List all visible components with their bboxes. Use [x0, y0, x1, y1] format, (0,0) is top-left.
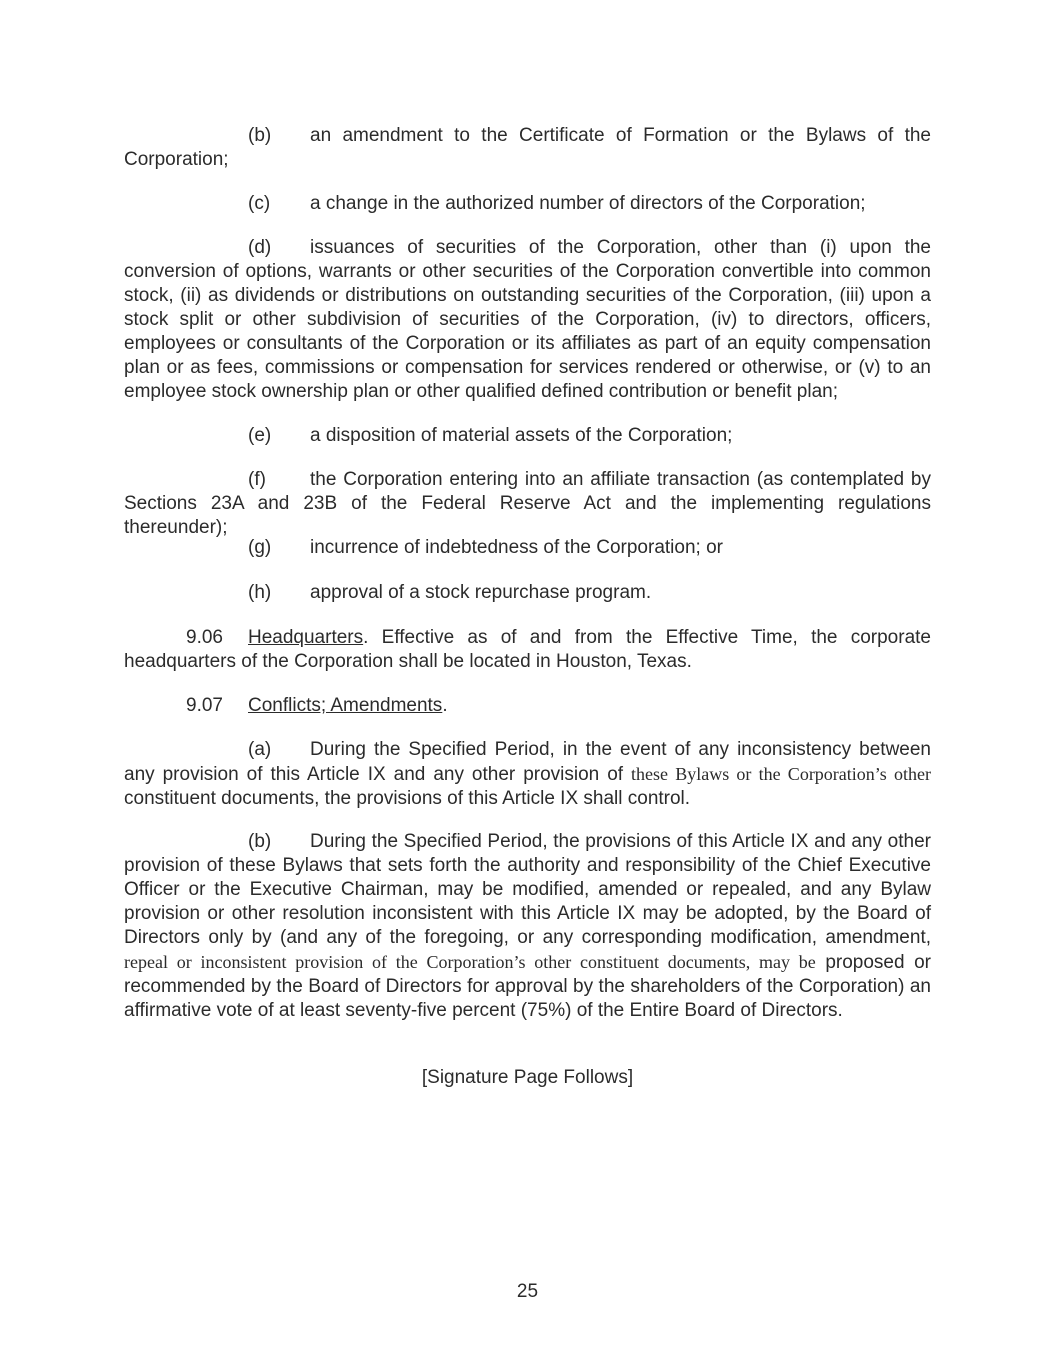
page-number: 25	[516, 1281, 539, 1302]
item-c-text: a change in the authorized number of directors of the Corporation;	[310, 193, 866, 214]
item-g	[124, 536, 931, 560]
section-9-07-heading: Conflicts; Amendments	[248, 695, 443, 716]
section-9-07-b-text-3: proposed or recommended by the Board of Directors for approval by the shareholders of the Corporation) an affirmative vote of at least seventy-five percent (75%) of the Entire Board of Directors.	[124, 952, 931, 1021]
item-e-text: a disposition of material assets of the Corporation;	[310, 425, 733, 446]
item-d-label: (d)	[248, 237, 272, 258]
section-9-06-text: . Effective as of and from the Effective Time, the corporate headquarters of the Corporation shall be located in Houston, Texas.	[124, 627, 931, 672]
item-g-text: incurrence of indebtedness of the Corporation; or	[310, 537, 723, 558]
item-h	[124, 581, 931, 605]
item-f	[124, 468, 931, 540]
item-e	[124, 424, 931, 448]
section-9-07-b-text-1: During the Specified Period, the provisions of this Article IX and any other provision of these Bylaws that sets forth the authority and responsibility of the Chief Executive Officer or the Executive Chairman, may be modified, amended or repealed, and any Bylaw provision or other resolution inconsistent with this Article IX may be adopted, by the Board of Directors only by (and any of the foregoing, or any corresponding modification, amendment,	[124, 831, 931, 948]
item-h-label: (h)	[248, 582, 272, 603]
item-f-text: the Corporation entering into an affiliate transaction (as contemplated by Sections 23A and 23B of the Federal Reserve Act and the implementing regulations thereunder);	[124, 469, 931, 538]
item-f-label: (f)	[248, 469, 266, 490]
item-b	[124, 124, 931, 172]
item-b-text: an amendment to the Certificate of Formation or the Bylaws of the Corporation;	[124, 125, 931, 170]
section-9-07-text: .	[442, 695, 448, 716]
item-b-label: (b)	[248, 125, 272, 146]
item-h-text: approval of a stock repurchase program.	[310, 582, 652, 603]
section-9-07-b	[124, 830, 931, 1023]
section-9-07	[124, 694, 931, 718]
section-9-07-a-text-1: During the Specified Period, in the event of any inconsistency between any provision of this Article IX and any other provision of	[124, 739, 931, 785]
item-e-label: (e)	[248, 425, 272, 446]
item-d-text: issuances of securities of the Corporation, other than (i) upon the conversion of options, warrants or other securities of the Corporation convertible into common stock, (ii) as dividends or distributions on outstanding securities of the Corporation, (iii) upon a stock split or other subdivision of securities of the Corporation, (iv) to directors, officers, employees or consultants of the Corporation or its affiliates as part of an equity compensation plan or as fees, commissions or compensation for services rendered or otherwise, or (v) to an employee stock ownership plan or other qualified defined contribution or benefit plan;	[124, 237, 931, 402]
signature-note: [Signature Page Follows]	[421, 1067, 634, 1088]
item-c	[124, 192, 931, 216]
section-9-06-number: 9.06	[186, 627, 223, 648]
section-9-07-a	[124, 738, 931, 811]
item-g-label: (g)	[248, 537, 272, 558]
item-c-label: (c)	[248, 193, 271, 214]
section-9-07-a-text-3: constituent documents, the provisions of this Article IX shall control.	[124, 788, 691, 809]
section-9-07-b-text-2: repeal or inconsistent provision of the Corporation’s other constituent documents, may be	[124, 952, 816, 972]
section-9-06	[124, 626, 931, 674]
section-9-07-a-label: (a)	[248, 739, 272, 760]
item-d	[124, 236, 931, 404]
section-9-07-b-label: (b)	[248, 831, 272, 852]
section-9-06-heading: Headquarters	[248, 627, 364, 648]
section-9-07-a-text-2: these Bylaws or the Corporation’s other	[631, 764, 931, 784]
section-9-07-number: 9.07	[186, 695, 223, 716]
